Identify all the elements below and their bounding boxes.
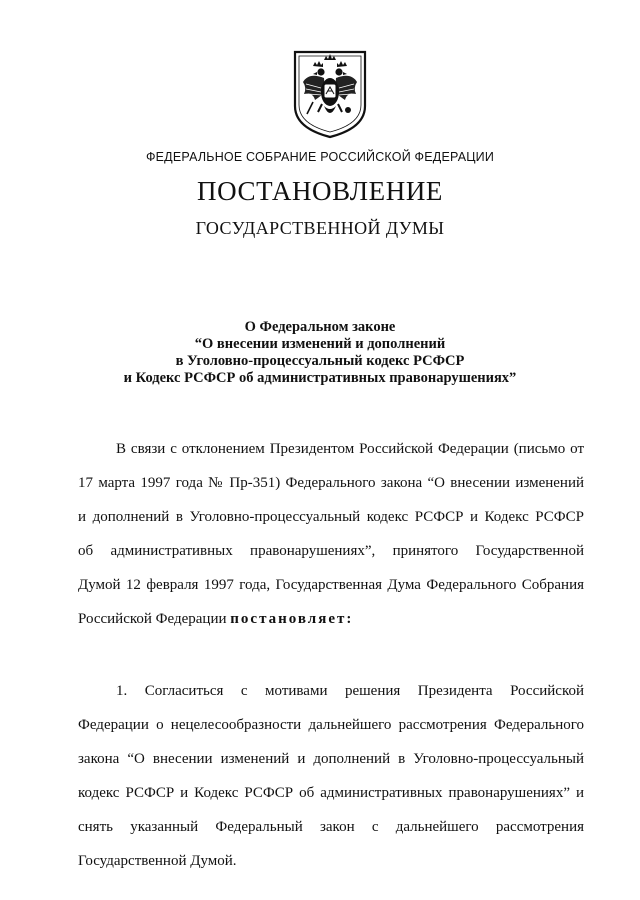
subject-line: в Уголовно-процессуальный кодекс РСФСР — [175, 353, 465, 369]
document-issuer: ГОСУДАРСТВЕННОЙ ДУМЫ — [195, 218, 445, 238]
organization-name: ФЕДЕРАЛЬНОЕ СОБРАНИЕ РОССИЙСКОЙ ФЕДЕРАЦИИ — [145, 150, 495, 164]
text-line: закона “О внесении изменений и дополнений в Уголовно-процессуальный — [78, 751, 584, 767]
text-line: Думой 12 февраля 1997 года, Государственная Дума Федерального Собрания — [78, 577, 584, 593]
text-line: 17 марта 1997 года № Пр-351) Федерального закона “О внесении изменений — [78, 475, 584, 491]
subject-line: О Федеральном законе — [244, 319, 396, 335]
preamble-paragraph — [78, 432, 584, 636]
text-line: Федерации о нецелесообразности дальнейшего рассмотрения Федерального — [78, 717, 584, 733]
text-line: В связи с отклонением Президентом Российской Федерации (письмо от — [116, 441, 584, 457]
document-subject — [0, 319, 640, 387]
text-line: об административных правонарушениях”, принятого Государственной — [78, 543, 584, 559]
text-line: и дополнений в Уголовно-процессуальный кодекс РСФСР и Кодекс РСФСР — [78, 509, 584, 525]
text-line — [78, 602, 584, 636]
text-line-part: Российской Федерации — [78, 611, 227, 627]
text-line: Государственной Думой. — [78, 853, 237, 869]
resolves-keyword: постановляет: — [230, 611, 354, 627]
text-line: снять указанный Федеральный закон с дальнейшего рассмотрения — [78, 819, 584, 835]
item-1-paragraph — [78, 674, 584, 878]
subject-line: “О внесении изменений и дополнений — [194, 336, 446, 352]
text-line: кодекс РСФСР и Кодекс РСФСР об административных правонарушениях” и — [78, 785, 584, 801]
text-line: 1. Согласиться с мотивами решения Президента Российской — [116, 683, 584, 699]
document-type: ПОСТАНОВЛЕНИЕ — [196, 176, 444, 206]
subject-line: и Кодекс РСФСР об административных правонарушениях” — [123, 370, 517, 386]
russian-coat-of-arms-icon — [291, 48, 369, 140]
